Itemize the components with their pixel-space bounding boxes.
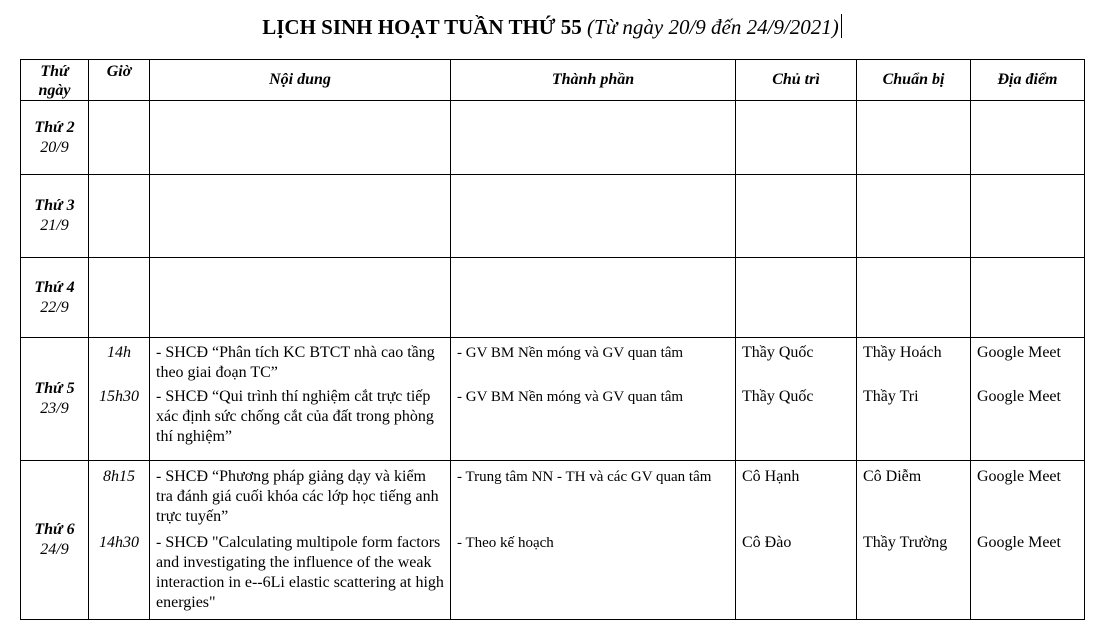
table-row	[21, 258, 1085, 338]
content-cell	[150, 101, 451, 175]
day-cell	[21, 461, 89, 620]
location-cell	[971, 101, 1085, 175]
prepare-cell	[857, 338, 971, 461]
location-cell	[971, 338, 1085, 461]
header-day-line1: Thứ	[40, 63, 69, 80]
chair-cell	[736, 101, 857, 175]
entry-chair: Cô Hạnh	[742, 468, 800, 485]
content-cell	[150, 258, 451, 338]
prepare-cell	[857, 258, 971, 338]
table-row	[21, 461, 1085, 620]
entry-prepare: Thầy Tri	[863, 388, 919, 405]
entry-participants: - GV BM Nền móng và GV quan tâm	[457, 345, 684, 361]
entry-prepare: Cô Diễm	[863, 468, 922, 485]
entry-prepare: Thầy Trường	[863, 534, 948, 551]
entry-content: - SHCĐ “Qui trình thí nghiệm cắt trực tiếp xác định sức chống cắt của đất trong phòng thí nghiệm”	[156, 388, 434, 445]
chair-cell	[736, 258, 857, 338]
entry-content: - SHCĐ "Calculating multipole form factors and investigating the influence of the weak interaction in e--6Li elastic scattering at high energies"	[156, 534, 444, 611]
header-location: Địa điểm	[971, 60, 1085, 101]
entry-time: 14h	[107, 344, 131, 361]
participants-cell	[451, 101, 736, 175]
content-cell	[150, 461, 451, 620]
entry-time: 8h15	[103, 468, 135, 485]
content-cell	[150, 338, 451, 461]
day-date: 24/9	[40, 541, 69, 558]
entry-chair: Thầy Quốc	[742, 388, 814, 405]
title-subtitle: (Từ ngày 20/9 đến 24/9/2021)	[587, 15, 839, 39]
chair-cell	[736, 461, 857, 620]
entry-chair: Cô Đào	[742, 534, 792, 551]
chair-cell	[736, 175, 857, 258]
header-prepare: Chuẩn bị	[857, 60, 971, 101]
participants-cell	[451, 258, 736, 338]
time-cell	[89, 461, 150, 620]
entry-location: Google Meet	[977, 468, 1061, 485]
header-day-line2: ngày	[38, 82, 71, 99]
location-cell	[971, 461, 1085, 620]
participants-cell	[451, 338, 736, 461]
header-row	[21, 60, 1085, 101]
day-cell	[21, 338, 89, 461]
entry-participants: - GV BM Nền móng và GV quan tâm	[457, 389, 684, 405]
day-name: Thứ 4	[34, 278, 75, 296]
day-name: Thứ 6	[34, 521, 75, 538]
table-row	[21, 101, 1085, 175]
entry-time: 15h30	[99, 388, 139, 405]
time-cell	[89, 338, 150, 461]
day-date: 21/9	[40, 217, 69, 234]
entry-chair: Thầy Quốc	[742, 344, 814, 361]
entry-location: Google Meet	[977, 388, 1061, 405]
location-cell	[971, 175, 1085, 258]
header-time: Giờ	[89, 60, 150, 101]
entry-time: 14h30	[99, 534, 139, 551]
day-name: Thứ 2	[34, 118, 75, 136]
time-cell	[89, 258, 150, 338]
day-name: Thứ 3	[34, 197, 75, 214]
prepare-cell	[857, 461, 971, 620]
day-date: 23/9	[40, 400, 69, 417]
chair-cell	[736, 338, 857, 461]
header-day	[21, 60, 89, 101]
day-name: Thứ 5	[34, 380, 75, 397]
day-date: 22/9	[40, 298, 69, 316]
header-chair: Chủ trì	[736, 60, 857, 101]
page-title	[0, 12, 1104, 42]
entry-location: Google Meet	[977, 534, 1061, 551]
entry-content: - SHCĐ “Phương pháp giảng dạy và kiểm tra đánh giá cuối khóa các lớp học tiếng anh trực tuyến”	[156, 468, 439, 525]
day-cell	[21, 258, 89, 338]
title-main: LỊCH SINH HOẠT TUẦN THỨ 55	[262, 15, 582, 39]
header-content: Nội dung	[150, 60, 451, 101]
table-row	[21, 338, 1085, 461]
content-cell	[150, 175, 451, 258]
entry-participants: - Theo kế hoạch	[457, 535, 554, 551]
entry-participants: - Trung tâm NN - TH và các GV quan tâm	[457, 469, 712, 485]
time-cell	[89, 175, 150, 258]
day-date: 20/9	[40, 138, 69, 156]
participants-cell	[451, 175, 736, 258]
entry-content: - SHCĐ “Phân tích KC BTCT nhà cao tầng theo giai đoạn TC”	[156, 344, 435, 381]
header-participants: Thành phần	[451, 60, 736, 101]
day-cell	[21, 175, 89, 258]
entry-prepare: Thầy Hoách	[863, 344, 942, 361]
prepare-cell	[857, 101, 971, 175]
time-cell	[89, 101, 150, 175]
prepare-cell	[857, 175, 971, 258]
table-row	[21, 175, 1085, 258]
schedule-table	[20, 59, 1085, 620]
entry-location: Google Meet	[977, 344, 1061, 361]
text-cursor	[841, 14, 842, 38]
participants-cell	[451, 461, 736, 620]
day-cell	[21, 101, 89, 175]
location-cell	[971, 258, 1085, 338]
